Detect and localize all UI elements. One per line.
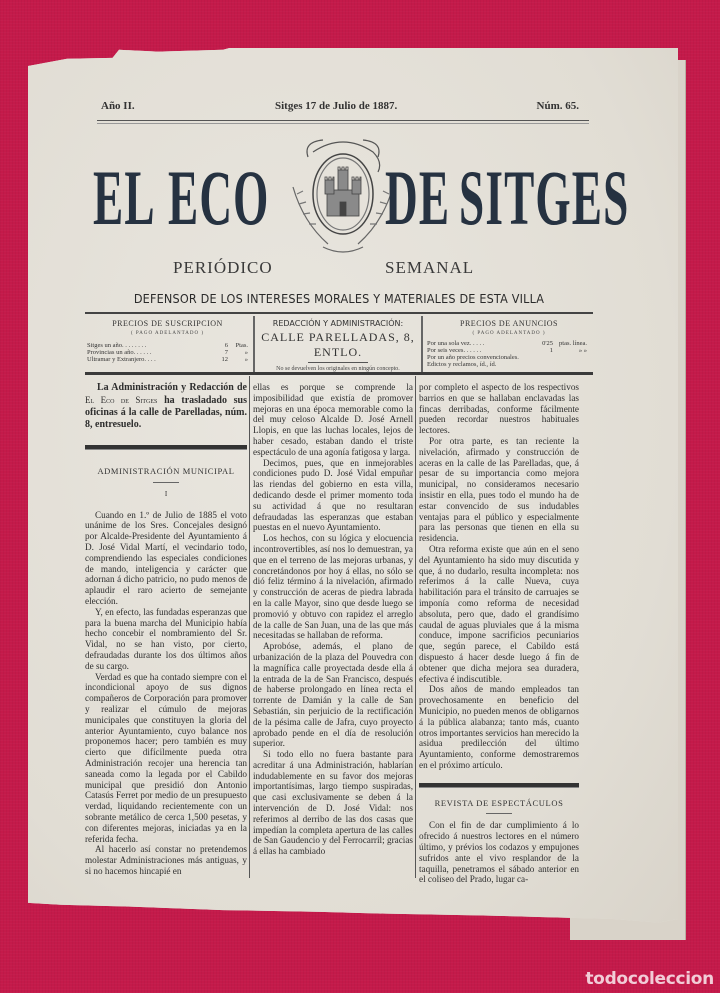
- subscription-row: [85, 356, 250, 363]
- row-label: Provincias un año. . . . . .: [87, 349, 152, 356]
- advertising-row: [425, 347, 593, 354]
- article-paragraph: Los hechos, con su lógica y elocuencia incontrovertibles, así nos lo demuestran, ya que en el terreno de las mejoras urbanas, y concretándonos por hoy á ellas, no sólo se dió feliz término á la nivelación, afirmado y construcción de aceras de piedra labrada en la calle Mayor, sino que desde luego se promovió y obtuvo con rapidez el arreglo de la calle de San Juan, una de las que más necesitadas se hallaban de reforma.: [253, 533, 413, 641]
- row-label: Sitges un año. . . . . . . .: [87, 342, 147, 349]
- row-label: Por una sola vez. . . . .: [427, 340, 485, 347]
- advertising-prices: [425, 316, 593, 372]
- article-paragraph: Verdad es que ha contado siempre con el incondicional apoyo de sus dignos compañeros de Corporación para promover y realizar el cúmulo de mejoras municipales que constituyen la gloria del anterior Ayuntamiento, cuyo balance nos proponemos hacer; pero también es muy cierto que difícilmente pueda otra Administración recojer una herencia tan saneada como la legada por el Cabildo municipal que presidió don Antonio Catasús Ferret por medio de un presupuesto verdad, liquidando recientemente con un sobrante metálico de cerca 1,500 pesetas, y con diferentes mejoras, iniciadas ya en la referida fecha.: [85, 671, 247, 844]
- article-paragraph: ellas es porque se comprende la imposibilidad que existía de promover mejoras en una época memorable como la del muy celoso Alcalde D. José Arnell Llopis, en que las luchas locales, lejos de haber cesado, estaban dando el triste espectáculo de una agonía fatigosa y larga.: [253, 382, 413, 457]
- article-paragraph: Cuando en 1.º de Julio de 1885 el voto unánime de los Sres. Concejales designó por Alcalde-Presidente del Ayuntamiento á D. José Vidal Martí, el vecindario todo, comprendiendo las especiales condiciones de mando, inteligencia y carácter que adornan á dicho patricio, no pudo menos de aplaudir el raro acierto de semejante elección.: [85, 509, 247, 606]
- paper-name: El Eco de Sitges: [85, 395, 158, 405]
- issue-number: Núm. 65.: [536, 100, 579, 112]
- section-divider: [419, 783, 579, 788]
- row-label: Ultramar y Extranjero. . . .: [87, 356, 156, 363]
- article-paragraph: Por otra parte, es tan reciente la nivelación, afirmado y construcción de aceras en la calle de las Parelladas, que, á pesar de su importancia como mejora municipal, no consideramos necesario insistir en ella, pues todo el mundo ha de estar convencido de sus indudables ventajas para el público y especialmente para las personas que tienen en ella su residencia.: [419, 435, 579, 544]
- watermark-logo: todocoleccion: [585, 969, 714, 989]
- row-label: Edictos y reclamos, íd., íd.: [427, 361, 497, 368]
- editorial-note: No se devuelven los originales en ningún concepto.: [276, 366, 400, 372]
- row-unit: » »: [578, 347, 587, 354]
- notice-text: La Administración y Redacción de: [97, 382, 247, 393]
- article-paragraph: Aprobóse, además, el plano de urbanización de la plaza del Pouvedra con la magnífica calle proyectada desde ella á la entrada de la de San Francisco, después de haberse prolongado en línea recta el torrente de Damián y la calle de San Sebastián, sin perjuicio de la rectificación de la pésima calle de Jafra, cuyo proyecto aprobado pende en el día de resolución superior.: [253, 641, 413, 749]
- column-divider: [415, 376, 416, 878]
- infobox-top-rule: [85, 312, 593, 314]
- advertising-row: [425, 354, 593, 361]
- heading-rule: [153, 482, 179, 483]
- row-value: 7: [224, 349, 228, 356]
- masthead-word-sitges: SITGES: [459, 154, 630, 241]
- editorial-rule: [308, 362, 368, 363]
- masthead: [93, 154, 630, 268]
- info-box: [85, 316, 593, 372]
- row-unit: Ptas.: [235, 342, 248, 349]
- article-paragraph: Al hacerlo así constar no pretendemos molestar Administraciones más antiguas, y si no hacemos hincapié en: [85, 844, 247, 876]
- subtitle-semanal: SEMANAL: [385, 258, 475, 277]
- advertising-row: [425, 340, 593, 347]
- article-paragraph: Con el fin de dar cumplimiento á lo ofrecido á nuestros lectores en el número último, y prévios los codazos y empujones sufridos ante el vivo resplandor de la taquilla, penetramos el sábado anterior en el coliseo del Prado, lugar ca-: [419, 820, 579, 885]
- advertising-row: [425, 361, 593, 368]
- row-value: 1: [549, 347, 553, 354]
- row-unit: »: [244, 349, 248, 356]
- row-label: Por un año precios convencionales.: [427, 354, 519, 361]
- section-divider: [85, 445, 247, 450]
- column-2: [253, 382, 413, 857]
- dateline: [85, 100, 585, 116]
- subscription-note: ( PAGO ADELANTADO ): [131, 331, 204, 336]
- relocation-notice: [85, 382, 247, 431]
- subscription-row: [85, 342, 250, 349]
- header-rule: [97, 120, 589, 124]
- article-paragraph: por completo el aspecto de los respectivos barrios en que se hallaban enclavadas las fincas derribadas, conforme fácilmente pueden recordar nuestros habituales lectores.: [419, 382, 579, 436]
- column-3: [419, 382, 579, 885]
- row-unit: »: [244, 356, 248, 363]
- row-value: 6: [224, 342, 228, 349]
- editorial-title: REDACCIÓN Y ADMINISTRACIÓN:: [272, 319, 404, 328]
- motto: DEFENSOR DE LOS INTERESES MORALES Y MATERIALES DE ESTA VILLA: [133, 291, 545, 306]
- row-unit: ptas. línea.: [559, 340, 587, 347]
- heading-rule: [486, 813, 512, 814]
- masthead-word-de: DE: [385, 154, 451, 241]
- article-paragraph: Otra reforma existe que aún en el seno del Ayuntamiento ha sido muy discutida y que, á no dudarlo, resulta incompleta: nos referimos á la calle Nueva, cuya habilitación para el tránsito de carruajes se imponía como reforma de necesidad absoluta, pero que, dado el grandísimo caudal de aguas pluviales que á la misma conduce, impone sacrificios pecuniarios que, según parece, el Cabildo está dispuesto á hacer desde luego á fin de obtener que dicha mejora sea duradera, efectiva é indiscutible.: [419, 543, 579, 684]
- advertising-note: ( PAGO ADELANTADO ): [472, 331, 546, 336]
- advertising-title: PRECIOS DE ANUNCIOS: [460, 319, 558, 328]
- article-paragraph: Y, en efecto, las fundadas esperanzas que para la buena marcha del Municipio había hecho concebir el nombramiento del Sr. Vidal, no se han visto, por cierto, defraudadas durante los dos últimos años de su cargo.: [85, 606, 247, 671]
- subscription-title: PRECIOS DE SUSCRIPCION: [112, 319, 223, 328]
- article-heading: REVISTA DE ESPECTÁCULOS: [434, 797, 564, 808]
- editorial-office: [253, 316, 423, 372]
- column-1: [85, 382, 247, 877]
- notice-text: ha trasladado sus oficinas á la calle de Parelladas, núm. 8, entresuelo.: [85, 395, 248, 430]
- article-part-number: I: [164, 489, 168, 498]
- subscription-row: [85, 349, 250, 356]
- article-heading: ADMINISTRACIÓN MUNICIPAL: [97, 466, 235, 476]
- article-paragraph: Si todo ello no fuera bastante para acreditar á una Administración, hablarían indudablemente en su favor dos mejoras importantísimas, largo tiempo suspiradas, que casi exclusivamente se deben á la intervención de D. José Vidal: nos referimos al derribo de las dos casas que impedían la completa apertura de las calles de San Gaudencio y del Ferrocarril; gracias á ellas ha cambiado: [253, 749, 413, 857]
- subscription-prices: [85, 316, 250, 372]
- article-paragraph: Dos años de mando empleados tan provechosamente en beneficio del Municipio, no pueden menos de obligarnos á la pública alabanza; tanto más, cuanto otros importantes servicios han merecido la asidua predilección del último Ayuntamiento, conforme demostraremos en el próximo artículo.: [419, 684, 579, 770]
- row-value: 12: [221, 356, 228, 363]
- row-label: Por seis veces. . . . . .: [427, 347, 482, 354]
- column-divider: [249, 376, 250, 878]
- article-paragraph: Decimos, pues, que en inmejorables condiciones pudo D. José Vidal empuñar las riendas del gobierno en esta villa, dedicando desde el primer momento toda su actividad á que no resultaran defraudadas las esperanzas que estaban puestas en el nuevo Ayuntamiento.: [253, 457, 413, 533]
- masthead-word-eco: ECO: [168, 154, 270, 241]
- editorial-address: CALLE PARELLADAS, 8, ENTLO.: [261, 330, 415, 359]
- issue-date: Sitges 17 de Julio de 1887.: [275, 100, 398, 112]
- row-value: 0'25: [542, 340, 553, 347]
- masthead-word-el: EL: [93, 154, 156, 241]
- subtitle-periodico: PERIÓDICO: [173, 258, 273, 277]
- year-label: Año II.: [101, 100, 135, 112]
- infobox-bottom-rule: [85, 372, 593, 375]
